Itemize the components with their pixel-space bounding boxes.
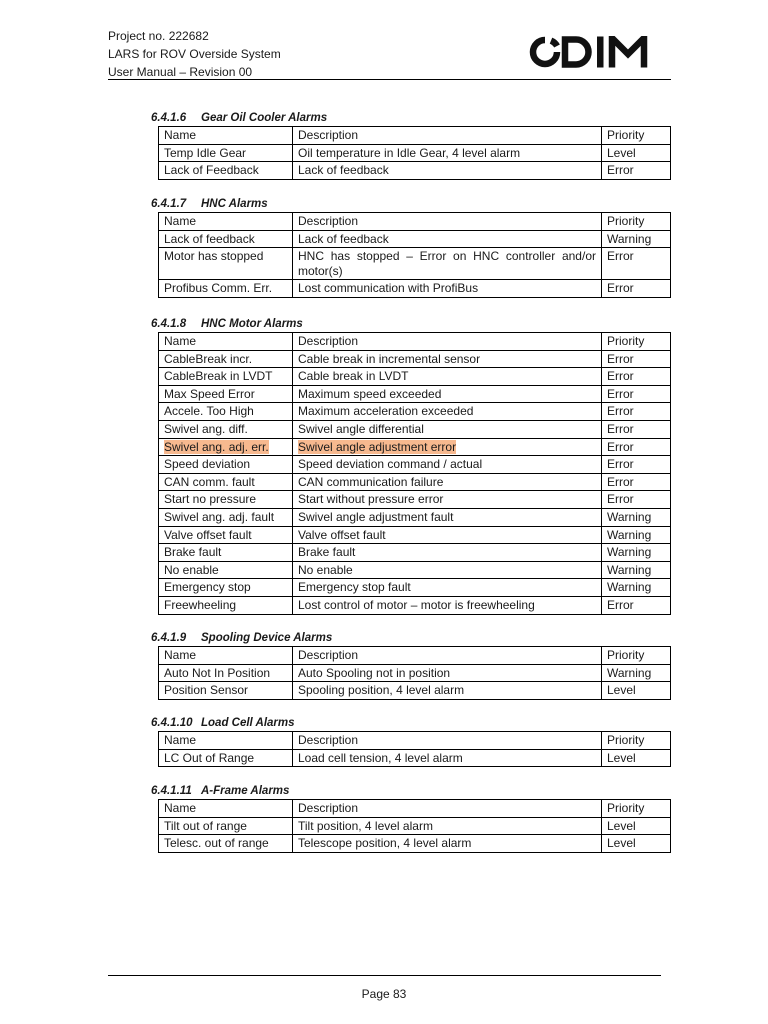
section-a-frame-alarms — [151, 783, 671, 851]
alarm-table — [158, 646, 671, 700]
table-header-row — [159, 732, 671, 750]
alarm-name: Max Speed Error — [159, 385, 293, 403]
alarm-name: No enable — [159, 561, 293, 579]
alarm-description: Cable break in incremental sensor — [293, 350, 602, 368]
column-header-name: Name — [159, 647, 293, 665]
column-header-description: Description — [293, 213, 602, 231]
alarm-description: Lack of feedback — [293, 230, 602, 248]
table-row — [159, 561, 671, 579]
alarm-priority: Level — [602, 817, 671, 835]
section-heading — [151, 316, 671, 332]
alarm-priority: Level — [602, 682, 671, 700]
table-row — [159, 230, 671, 248]
column-header-name: Name — [159, 333, 293, 351]
alarm-name: Tilt out of range — [159, 817, 293, 835]
alarm-description: Speed deviation command / actual — [293, 456, 602, 474]
table-row — [159, 385, 671, 403]
alarm-priority: Error — [602, 456, 671, 474]
section-heading — [151, 110, 671, 126]
column-header-description: Description — [293, 732, 602, 750]
alarm-table — [158, 799, 671, 853]
alarm-priority: Error — [602, 403, 671, 421]
table-row — [159, 508, 671, 526]
alarm-priority: Level — [602, 144, 671, 162]
column-header-priority: Priority — [602, 800, 671, 818]
alarm-description: Maximum acceleration exceeded — [293, 403, 602, 421]
project-number: Project no. 222682 — [108, 29, 209, 43]
alarm-name: Valve offset fault — [159, 526, 293, 544]
table-row — [159, 526, 671, 544]
column-header-description: Description — [293, 333, 602, 351]
alarm-description — [293, 438, 602, 456]
section-gear-oil-cooler-alarms — [151, 110, 671, 178]
section-number: 6.4.1.11 — [151, 785, 192, 797]
section-spooling-device-alarms — [151, 630, 671, 698]
alarm-name: Lack of Feedback — [159, 162, 293, 180]
section-heading — [151, 715, 671, 731]
table-header-row — [159, 213, 671, 231]
alarm-description: HNC has stopped – Error on HNC controller and/or motor(s) — [293, 248, 602, 280]
alarm-name: Emergency stop — [159, 579, 293, 597]
section-number: 6.4.1.7 — [151, 198, 187, 210]
column-header-priority: Priority — [602, 732, 671, 750]
section-title: Load Cell Alarms — [201, 717, 295, 729]
highlighted-text: Swivel ang. adj. err. — [164, 439, 269, 454]
alarm-name: Speed deviation — [159, 456, 293, 474]
table-row — [159, 144, 671, 162]
section-number: 6.4.1.10 — [151, 717, 193, 729]
table-row — [159, 579, 671, 597]
table-row-highlighted — [159, 438, 671, 456]
alarm-name: Swivel ang. adj. fault — [159, 508, 293, 526]
table-row — [159, 491, 671, 509]
section-title: HNC Alarms — [201, 198, 268, 210]
column-header-name: Name — [159, 213, 293, 231]
alarm-name: LC Out of Range — [159, 749, 293, 767]
alarm-priority: Warning — [602, 508, 671, 526]
alarm-table — [158, 126, 671, 180]
alarm-priority: Level — [602, 749, 671, 767]
column-header-priority: Priority — [602, 127, 671, 145]
alarm-name: Auto Not In Position — [159, 664, 293, 682]
alarm-priority: Error — [602, 596, 671, 614]
table-row — [159, 473, 671, 491]
section-number: 6.4.1.9 — [151, 632, 187, 644]
column-header-priority: Priority — [602, 333, 671, 351]
system-name: LARS for ROV Overside System — [108, 47, 281, 61]
manual-revision: User Manual – Revision 00 — [108, 65, 253, 79]
alarm-name: CableBreak in LVDT — [159, 368, 293, 386]
alarm-description: Spooling position, 4 level alarm — [293, 682, 602, 700]
table-row — [159, 596, 671, 614]
alarm-name — [159, 438, 293, 456]
alarm-table — [158, 212, 671, 298]
column-header-priority: Priority — [602, 213, 671, 231]
section-load-cell-alarms — [151, 715, 671, 765]
column-header-name: Name — [159, 127, 293, 145]
alarm-priority: Error — [602, 162, 671, 180]
table-row — [159, 420, 671, 438]
table-row — [159, 350, 671, 368]
table-header-row — [159, 127, 671, 145]
section-heading — [151, 196, 671, 212]
section-heading — [151, 783, 671, 799]
alarm-priority: Warning — [602, 230, 671, 248]
alarm-description: Valve offset fault — [293, 526, 602, 544]
table-row — [159, 835, 671, 853]
alarm-name: Telesc. out of range — [159, 835, 293, 853]
alarm-description: No enable — [293, 561, 602, 579]
alarm-description: Load cell tension, 4 level alarm — [293, 749, 602, 767]
section-hnc-motor-alarms — [151, 316, 671, 612]
table-header-row — [159, 800, 671, 818]
alarm-name: Start no pressure — [159, 491, 293, 509]
alarm-priority: Error — [602, 280, 671, 298]
alarm-name: Accele. Too High — [159, 403, 293, 421]
alarm-name: Position Sensor — [159, 682, 293, 700]
header-text-block — [108, 27, 281, 81]
alarm-priority: Error — [602, 248, 671, 280]
alarm-priority: Warning — [602, 526, 671, 544]
alarm-description: Maximum speed exceeded — [293, 385, 602, 403]
alarm-description: CAN communication failure — [293, 473, 602, 491]
alarm-priority: Error — [602, 385, 671, 403]
table-row — [159, 664, 671, 682]
alarm-name: CableBreak incr. — [159, 350, 293, 368]
alarm-priority: Error — [602, 350, 671, 368]
section-hnc-alarms — [151, 196, 671, 296]
alarm-description: Oil temperature in Idle Gear, 4 level alarm — [293, 144, 602, 162]
alarm-description: Lack of feedback — [293, 162, 602, 180]
section-number: 6.4.1.8 — [151, 318, 187, 330]
alarm-priority: Error — [602, 368, 671, 386]
alarm-description: Emergency stop fault — [293, 579, 602, 597]
alarm-priority: Warning — [602, 544, 671, 562]
alarm-name: Profibus Comm. Err. — [159, 280, 293, 298]
table-row — [159, 749, 671, 767]
alarm-table — [158, 731, 671, 767]
alarm-priority: Warning — [602, 664, 671, 682]
table-row — [159, 403, 671, 421]
alarm-name: Brake fault — [159, 544, 293, 562]
alarm-name: Motor has stopped — [159, 248, 293, 280]
page-header — [108, 26, 671, 80]
section-number: 6.4.1.6 — [151, 112, 187, 124]
table-row — [159, 162, 671, 180]
alarm-description: Tilt position, 4 level alarm — [293, 817, 602, 835]
table-row — [159, 544, 671, 562]
section-title: Gear Oil Cooler Alarms — [201, 112, 328, 124]
alarm-description: Lost communication with ProfiBus — [293, 280, 602, 298]
odim-logo — [529, 36, 655, 68]
alarm-description: Lost control of motor – motor is freewheeling — [293, 596, 602, 614]
column-header-name: Name — [159, 800, 293, 818]
section-heading — [151, 630, 671, 646]
table-header-row — [159, 333, 671, 351]
column-header-name: Name — [159, 732, 293, 750]
table-row — [159, 817, 671, 835]
section-title: A-Frame Alarms — [201, 785, 290, 797]
alarm-description: Cable break in LVDT — [293, 368, 602, 386]
footer-divider — [108, 975, 661, 976]
alarm-description: Auto Spooling not in position — [293, 664, 602, 682]
highlighted-text: Swivel angle adjustment error — [298, 439, 457, 454]
alarm-priority: Warning — [602, 561, 671, 579]
table-row — [159, 456, 671, 474]
alarm-name: CAN comm. fault — [159, 473, 293, 491]
alarm-description: Telescope position, 4 level alarm — [293, 835, 602, 853]
alarm-description: Swivel angle adjustment fault — [293, 508, 602, 526]
section-title: HNC Motor Alarms — [201, 318, 303, 330]
alarm-priority: Error — [602, 491, 671, 509]
alarm-name: Freewheeling — [159, 596, 293, 614]
alarm-table — [158, 332, 671, 615]
alarm-name: Temp Idle Gear — [159, 144, 293, 162]
alarm-priority: Error — [602, 438, 671, 456]
column-header-priority: Priority — [602, 647, 671, 665]
alarm-priority: Error — [602, 473, 671, 491]
column-header-description: Description — [293, 647, 602, 665]
alarm-priority: Level — [602, 835, 671, 853]
table-row — [159, 280, 671, 298]
alarm-name: Lack of feedback — [159, 230, 293, 248]
alarm-description: Start without pressure error — [293, 491, 602, 509]
alarm-priority: Error — [602, 420, 671, 438]
table-row — [159, 248, 671, 280]
table-row — [159, 682, 671, 700]
column-header-description: Description — [293, 127, 602, 145]
table-header-row — [159, 647, 671, 665]
alarm-description: Swivel angle differential — [293, 420, 602, 438]
column-header-description: Description — [293, 800, 602, 818]
table-row — [159, 368, 671, 386]
section-title: Spooling Device Alarms — [201, 632, 333, 644]
page-number: Page 83 — [361, 987, 407, 1001]
alarm-name: Swivel ang. diff. — [159, 420, 293, 438]
alarm-description: Brake fault — [293, 544, 602, 562]
alarm-priority: Warning — [602, 579, 671, 597]
